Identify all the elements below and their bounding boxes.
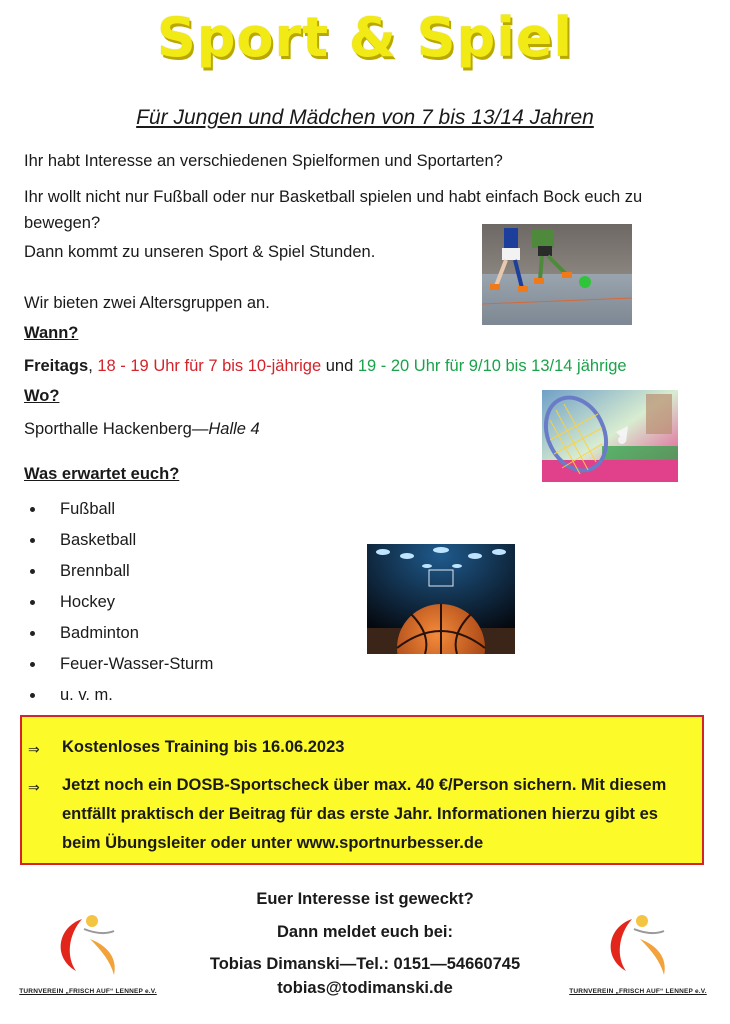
intro-question: Ihr habt Interesse an verschiedenen Spielformen und Sportarten? [24,152,503,170]
club-logo-icon [568,905,708,985]
activities-list [24,498,213,715]
list-item [24,622,213,653]
schedule-line [24,355,627,378]
separator: und [321,357,358,375]
intro-line: Ihr wollt nicht nur Fußball oder nur Basketball spielen und habt einfach Bock euch zu [24,188,643,206]
list-item [24,529,213,560]
bullet-icon [30,507,35,512]
activity-label: Brennball [60,562,130,580]
list-item [24,653,213,684]
activity-label: Badminton [60,624,139,642]
when-heading: Wann? [24,324,79,342]
activity-label: Fußball [60,500,116,518]
club-logo-left [18,905,158,995]
page-title: Sport & Spiel [157,6,573,69]
bullet-icon [30,569,35,574]
separator: , [88,357,98,375]
arrow-right-icon: ⇒ [28,741,40,757]
list-item [24,684,213,715]
location-line [24,418,260,441]
list-item [24,560,213,591]
highlight-box [20,715,704,865]
sportscheck-line: Jetzt noch ein DOSB-Sportscheck über max. 40 €/Person sichern. Mit diesem [62,776,667,794]
bullet-icon [30,693,35,698]
bullet-icon [30,600,35,605]
location-hall: Halle 4 [208,420,260,438]
schedule-day: Freitags [24,357,89,375]
bullet-icon [30,631,35,636]
arrow-right-icon: ⇒ [28,779,40,795]
contact-email: tobias@todimanski.de [277,979,453,997]
contact-phone: Tobias Dimanski—Tel.: 0151—54660745 [209,955,521,973]
schedule-group-1: 18 - 19 Uhr für 7 bis 10-jährige [97,357,322,375]
club-logo-right [568,905,708,995]
sportscheck-line: entfällt praktisch der Beitrag für das erste Jahr. Informationen hierzu gibt es [62,805,658,823]
sportscheck-line: beim Übungsleiter oder unter www.sportnurbesser.de [62,834,484,852]
activity-label: Basketball [60,531,137,549]
basketball-photo [367,544,515,654]
list-item [24,591,213,622]
contact-question: Euer Interesse ist geweckt? [256,890,474,908]
activity-label: u. v. m. [60,686,113,704]
futsal-photo [482,224,632,325]
list-item [24,498,213,529]
badminton-photo [542,390,678,482]
intro-invite: Dann kommt zu unseren Sport & Spiel Stunden. [24,243,376,261]
intro-line: bewegen? [24,214,101,232]
bullet-icon [30,662,35,667]
free-training-text: Kostenloses Training bis 16.06.2023 [62,738,345,756]
where-heading: Wo? [24,387,60,405]
contact-intro: Dann meldet euch bei: [276,923,454,941]
location-place: Sporthalle Hackenberg [24,420,192,438]
club-logo-icon [18,905,158,985]
activity-label: Feuer-Wasser-Sturm [60,655,214,673]
expect-heading: Was erwartet euch? [24,465,180,483]
age-groups-text: Wir bieten zwei Altersgruppen an. [24,294,270,312]
club-name: TURNVEREIN „FRISCH AUF“ LENNEP e.V. [569,988,707,995]
activity-label: Hockey [60,593,116,611]
location-dash: — [191,420,209,438]
page-subtitle: Für Jungen und Mädchen von 7 bis 13/14 Jahren [136,106,594,129]
schedule-group-2: 19 - 20 Uhr für 9/10 bis 13/14 jährige [357,357,627,375]
bullet-icon [30,538,35,543]
club-name: TURNVEREIN „FRISCH AUF“ LENNEP e.V. [19,988,157,995]
